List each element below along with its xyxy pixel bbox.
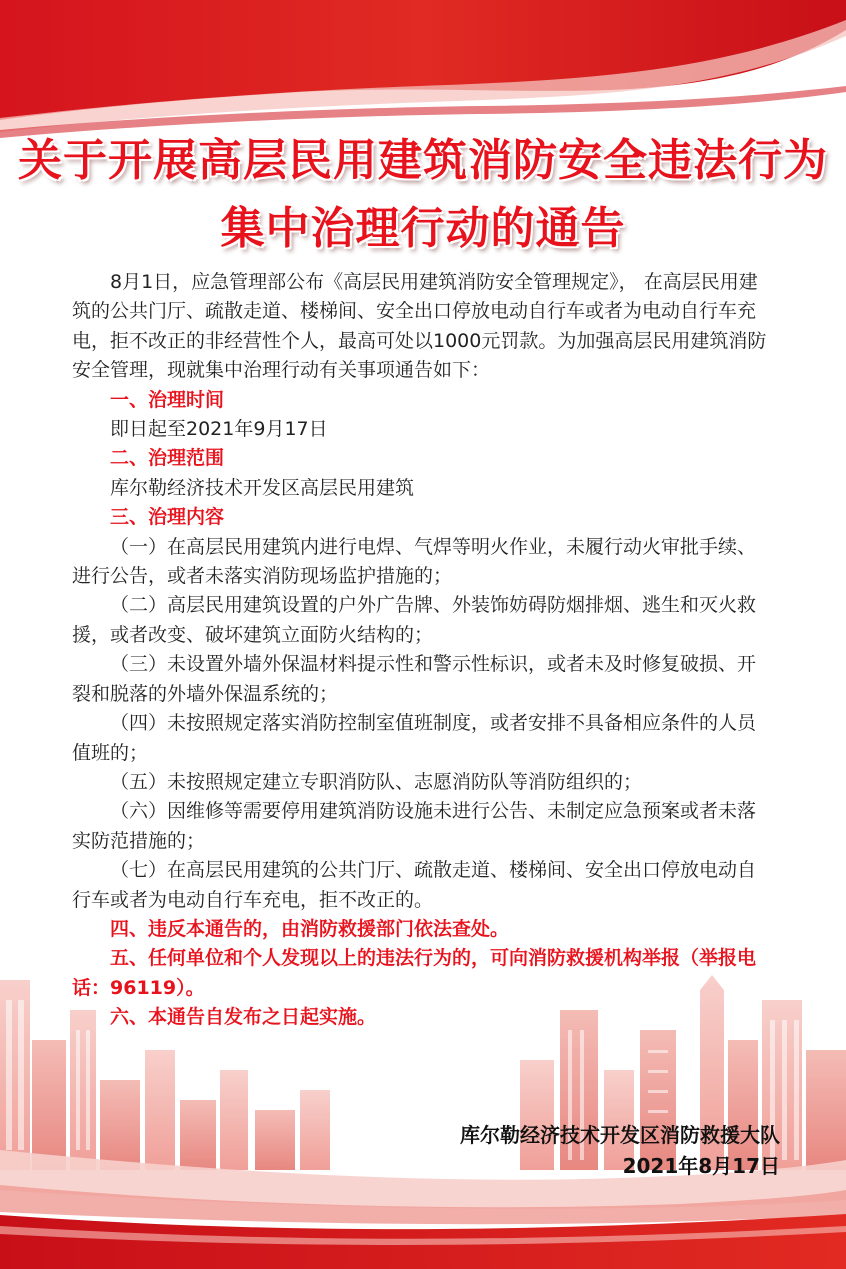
section-report-hotline: 五、任何单位和个人发现以上的违法行为的，可向消防救援机构举报（举报电话：96119）。 [72, 947, 757, 999]
signature-date: 2021年8月17日 [622, 1154, 780, 1178]
content-item-1: （一）在高层民用建筑内进行电焊、气焊等明火作业，未履行动火审批手续、进行公告，或者未落实消防现场监护措施的； [72, 535, 757, 588]
intro-paragraph: 8月1日，应急管理部公布《高层民用建筑消防安全管理规定》， 在高层民用建筑的公共门厅、疏散走道、楼梯间、安全出口停放电动自行车或者为电动自行车充电，拒不改正的非经营性个人，最高可处以1000元罚款。为加强高层民用建筑消防安全管理，现就集中治理行动有关事项通告如下： [72, 271, 767, 382]
content-item-2: （二）高层民用建筑设置的户外广告牌、外装饰妨碍防烟排烟、逃生和灭火救援，或者改变、破坏建筑立面防火结构的； [72, 594, 757, 646]
title-line-2: 集中治理行动的通告 [220, 203, 626, 254]
section-penalty: 四、违反本通告的，由消防救援部门依法查处。 [110, 917, 510, 940]
section-text-time: 即日起至2021年9月17日 [110, 418, 328, 441]
section-effective: 六、本通告自发布之日起实施。 [110, 1006, 377, 1029]
section-text-scope: 库尔勒经济技术开发区高层民用建筑 [110, 476, 415, 499]
section-heading-time: 一、治理时间 [110, 388, 225, 411]
title-line-1: 关于开展高层民用建筑消防安全违法行为 [18, 135, 828, 186]
content-item-6: （六）因维修等需要停用建筑消防设施未进行公告、未制定应急预案或者未落实防范措施的； [72, 800, 757, 852]
content-item-3: （三）未设置外墙外保温材料提示性和警示性标识，或者未及时修复破损、开裂和脱落的外墙外保温系统的； [72, 653, 757, 705]
section-heading-content: 三、治理内容 [110, 506, 225, 529]
notice-body [72, 268, 772, 1033]
signature-block [380, 1120, 780, 1182]
content-item-7: （七）在高层民用建筑的公共门厅、疏散走道、楼梯间、安全出口停放电动自行车或者为电动自行车充电，拒不改正的。 [72, 859, 757, 911]
signature-org: 库尔勒经济技术开发区消防救援大队 [460, 1123, 780, 1147]
content-item-4: （四）未按照规定落实消防控制室值班制度，或者安排不具备相应条件的人员值班的； [72, 712, 757, 764]
content-item-5: （五）未按照规定建立专职消防队、志愿消防队等消防组织的； [110, 770, 643, 793]
section-heading-scope: 二、治理范围 [110, 447, 225, 470]
